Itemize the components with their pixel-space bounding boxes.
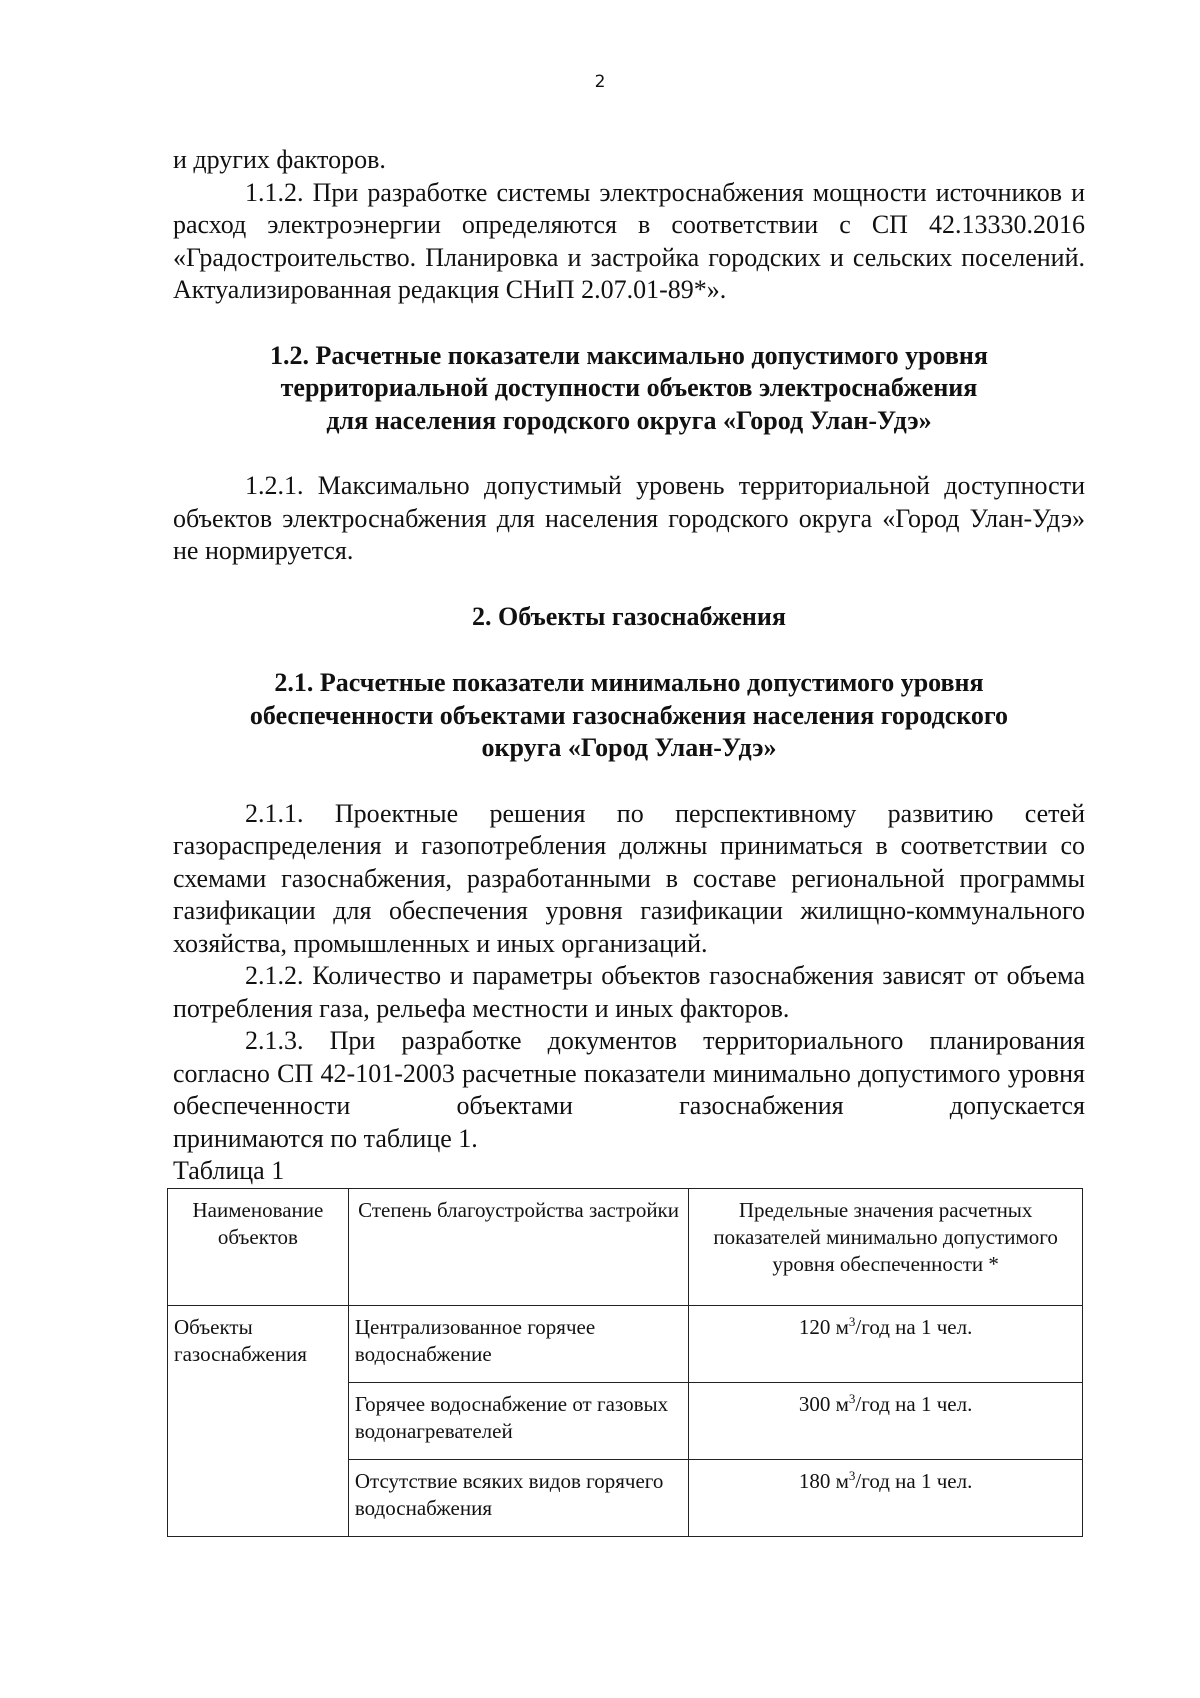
cell-object-name: Объекты газоснабжения [168, 1305, 349, 1536]
unit-rest: /год на 1 чел. [855, 1468, 973, 1493]
heading-2-1-line-1: 2.1. Расчетные показатели минимально допустимого уровня [274, 668, 984, 697]
paragraph-2-1-2: 2.1.2. Количество и параметры объектов газоснабжения зависят от объема потребления газа, рельефа местности и иных факторов. [173, 961, 1085, 1023]
unit-rest: /год на 1 чел. [855, 1314, 973, 1339]
unit-exponent: 3 [848, 1390, 856, 1406]
cell-value [689, 1459, 1083, 1536]
unit-exponent: 3 [848, 1313, 856, 1329]
cell-value [689, 1305, 1083, 1382]
cell-degree: Горячее водоснабжение от газовых водонагревателей [348, 1382, 688, 1459]
page-number: 2 [594, 72, 606, 92]
value-number: 120 [798, 1314, 831, 1339]
header-object-name: Наименование объектов [168, 1188, 349, 1305]
paragraph-2-1-1: 2.1.1. Проектные решения по перспективному развитию сетей газораспределения и газопотребления должны приниматься в соответствии со схемами газоснабжения, разработанными в составе региональной программы газификации для обеспечения уровня газификации жилищно-коммунального хозяйства, промышленных и иных организаций. [173, 798, 1085, 958]
header-improvement-degree: Степень благоустройства застройки [348, 1188, 688, 1305]
paragraph-2-1-3: 2.1.3. При разработке документов территориального планирования согласно СП 42-101-2003 расчетные показатели минимально допустимого уровня обеспеченности объектами газоснабжения допускается [173, 1026, 1085, 1120]
unit-rest: /год на 1 чел. [855, 1391, 973, 1416]
unit-m: м [835, 1314, 849, 1339]
heading-1-2-line-2: территориальной доступности объектов электроснабжения [280, 373, 978, 402]
table-header-row [168, 1188, 1083, 1305]
heading-1-2-line-3: для населения городского округа «Город Улан-Удэ» [326, 405, 932, 435]
table-row [168, 1305, 1083, 1382]
paragraph-2-1-3-end: принимаются по таблице 1. [173, 1123, 478, 1153]
unit-exponent: 3 [848, 1467, 856, 1483]
cell-value [689, 1382, 1083, 1459]
heading-2-1-line-2: обеспеченности объектами газоснабжения населения городского [249, 700, 1009, 730]
cell-degree: Централизованное горячее водоснабжение [348, 1305, 688, 1382]
heading-1-2-line-1: 1.2. Расчетные показатели максимально допустимого уровня [270, 340, 988, 370]
value-number: 180 [798, 1468, 831, 1493]
header-limit-values: Предельные значения расчетных показателей минимально допустимого уровня обеспеченности * [689, 1188, 1083, 1305]
document-body [173, 144, 1085, 1537]
value-number: 300 [798, 1391, 831, 1416]
unit-m: м [835, 1468, 849, 1493]
heading-2-1 [173, 667, 1085, 765]
unit-m: м [835, 1391, 849, 1416]
paragraph-1-1-2: 1.1.2. При разработке системы электроснабжения мощности источников и расход электроэнергии определяются в соответствии с СП 42.13330.2016 «Градостроительство. Планировка и застройка городских и сельских поселений. Актуализированная редакция СНиП 2.07.01-89*». [173, 177, 1085, 304]
norms-table [167, 1188, 1083, 1537]
intro-text: и других факторов. [173, 145, 386, 174]
heading-1-2 [173, 340, 1085, 438]
heading-2-1-line-3: округа «Город Улан-Удэ» [481, 733, 777, 762]
paragraph-1-2-1: 1.2.1. Максимально допустимый уровень территориальной доступности объектов электроснабжения для населения городского округа «Город Улан-Удэ» не нормируется. [173, 471, 1085, 565]
table-caption: Таблица 1 [173, 1156, 285, 1185]
cell-degree: Отсутствие всяких видов горячего водоснабжения [348, 1459, 688, 1536]
heading-2: 2. Объекты газоснабжения [472, 601, 786, 631]
